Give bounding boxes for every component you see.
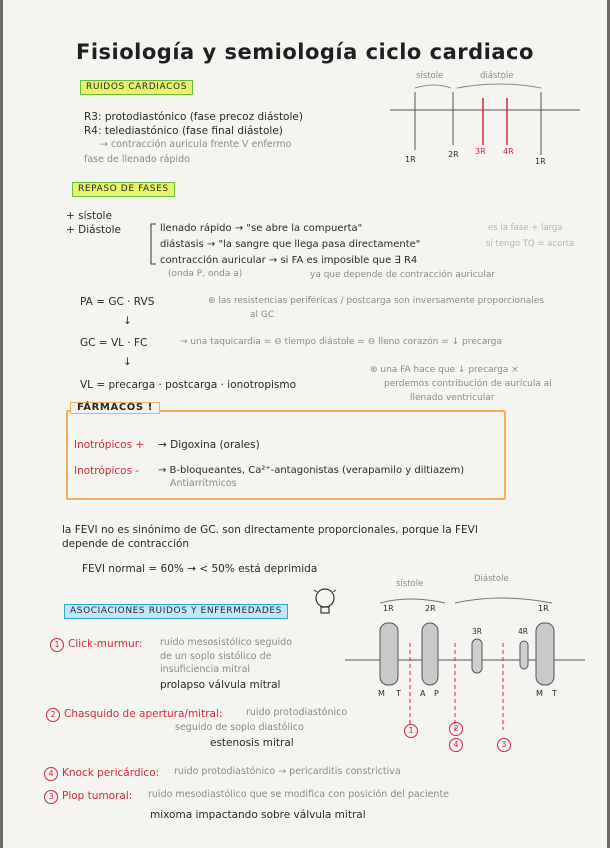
assoc-item-1-l2: de un soplo sistólico de — [160, 651, 272, 662]
diagram2-m1: M — [378, 689, 385, 698]
fase-diastasis: diástasis → "la sangre que llega pasa directamente" — [160, 239, 421, 250]
section-repaso-heading: REPASO DE FASES — [72, 182, 175, 197]
inotropicos-neg-drugs: → B-bloqueantes, Ca²⁺-antagonistas (verapamilo y diltiazem) — [158, 465, 465, 476]
arrow-down-1: ↓ — [123, 315, 132, 327]
r4-line: R4: telediastónico (fase final diástole) — [84, 125, 283, 137]
assoc-item-1-text: ruido mesosistólico seguido — [160, 637, 293, 648]
r3-line: R3: protodiastónico (fase precoz diástole) — [84, 111, 303, 123]
fase-llenado: fase de llenado rápido — [84, 154, 190, 165]
assoc-item-4-text: ruido protodiastónico → pericarditis constrictiva — [174, 766, 401, 777]
formula-gc: GC = VL · FC — [80, 337, 148, 349]
section-farmacos-heading: FÁRMACOS ! — [70, 402, 160, 414]
diagram1-sistole-label: sístole — [416, 71, 444, 81]
diagram2-2r-label: 2R — [425, 604, 436, 613]
inotropicos-neg-antiarritmicos: Antiarrítmicos — [170, 478, 237, 489]
diagram1-3r-label: 3R — [475, 147, 486, 156]
diagram2-diastole-label: Diástole — [474, 574, 509, 584]
formula-vl-note: ⊛ una FA hace que ↓ precarga × — [370, 365, 519, 375]
diagram2-m2: M — [536, 689, 543, 698]
formula-vl-note2: perdemos contribución de aurícula al — [384, 379, 552, 389]
sistole-item: + sístole — [66, 210, 112, 222]
fase-contraccion: contracción auricular → si FA es imposible que ∃ R4 — [160, 255, 418, 266]
assoc-item-1-l3: insuficiencia mitral — [160, 664, 251, 675]
formula-pa-note: ⊛ las resistencias periféricas / postcarga son inversamente proporcionales — [208, 296, 544, 306]
page-title: Fisiología y semiología ciclo cardiaco — [76, 40, 534, 64]
bracket-mark — [148, 222, 158, 266]
diagram2-marker-3: 3 — [497, 738, 515, 752]
diagram2-1r-end-label: 1R — [538, 604, 549, 613]
r4-note: → contracción auricula frente V enfermo — [100, 139, 292, 150]
diastole-item: + Diástole — [66, 224, 121, 236]
assoc-item-1-l4: prolapso válvula mitral — [160, 679, 281, 691]
fevi-normal: FEVI normal = 60% → < 50% está deprimida — [82, 563, 318, 575]
formula-vl: VL = precarga · postcarga · ionotropismo — [80, 379, 297, 391]
assoc-item-2-text: ruido protodiastónico — [246, 707, 348, 718]
formula-gc-note: → una taquicardia = ⊖ tiempo diástole = ⊖ lleno corazón = ↓ precarga — [180, 337, 502, 347]
diagram2-marker-4: 4 — [449, 738, 467, 752]
assoc-item-3-text: ruido mesodiastólico que se modifica con posición del paciente — [148, 789, 450, 800]
diagram1-2r-label: 2R — [448, 150, 459, 159]
assoc-item-4: 4 Knock pericárdico: — [44, 767, 159, 781]
diagram1-diastole-label: diástole — [480, 71, 514, 81]
assoc-item-3-l2: mixoma impactando sobre válvula mitral — [150, 809, 366, 821]
lightbulb-icon — [312, 585, 338, 621]
diagram2-t2: T — [552, 689, 557, 698]
section-ruidos-heading: RUIDOS CARDIACOS — [80, 80, 193, 95]
assoc-item-2: 2 Chasquido de apertura/mitral: — [46, 708, 222, 722]
inotropicos-neg-label: Inotrópicos - — [74, 465, 140, 477]
assoc-item-2-l2: seguido de soplo diastólico — [175, 722, 304, 733]
formula-pa: PA = GC · RVS — [80, 296, 155, 308]
diagram2-t1: T — [396, 689, 401, 698]
diagram2-1r-label: 1R — [383, 604, 394, 613]
diagram2-4r-label: 4R — [518, 627, 528, 636]
fevi-line1: la FEVI no es sinónimo de GC. son directamente proporcionales, porque la FEVI — [62, 524, 478, 536]
formula-vl-note3: llenado ventricular — [410, 393, 495, 403]
diagram2-sistole-label: sístole — [396, 579, 424, 589]
fevi-line2: depende de contracción — [62, 538, 190, 550]
arrow-down-2: ↓ — [123, 356, 132, 368]
farmacos-box — [66, 410, 506, 500]
formula-pa-note2: al GC — [250, 310, 275, 320]
fase-llenado-rapido: llenado rápido → "se abre la compuerta" — [160, 223, 363, 234]
inotropicos-pos-label: Inotrópicos + — [74, 439, 145, 451]
fase-contraccion-note: ya que depende de contracción auricular — [310, 270, 496, 280]
assoc-item-1: 1 Click-murmur: — [50, 638, 142, 652]
diagram1-1r-label: 1R — [405, 155, 416, 164]
side-note-tq: si tengo TQ = acorta — [486, 239, 575, 249]
assoc-item-3: 3 Plop tumoral: — [44, 790, 132, 804]
diagram2-a: A — [420, 689, 426, 698]
assoc-item-2-l3: estenosis mitral — [210, 737, 294, 749]
fase-ondas: (onda P, onda a) — [168, 269, 243, 279]
diagram2-marker-2: 2 — [449, 722, 467, 736]
section-asociaciones-heading: ASOCIACIONES RUIDOS Y ENFERMEDADES — [64, 604, 288, 619]
diagram1-4r-label: 4R — [503, 147, 514, 156]
diagram2-p: P — [434, 689, 439, 698]
diagram1-1r-end-label: 1R — [535, 157, 546, 166]
diagram2-marker-1: 1 — [404, 724, 422, 738]
side-note-larga: es la fase + larga — [488, 223, 563, 233]
inotropicos-pos-drug: → Digoxina (orales) — [158, 439, 260, 451]
diagram2-3r-label: 3R — [472, 627, 482, 636]
